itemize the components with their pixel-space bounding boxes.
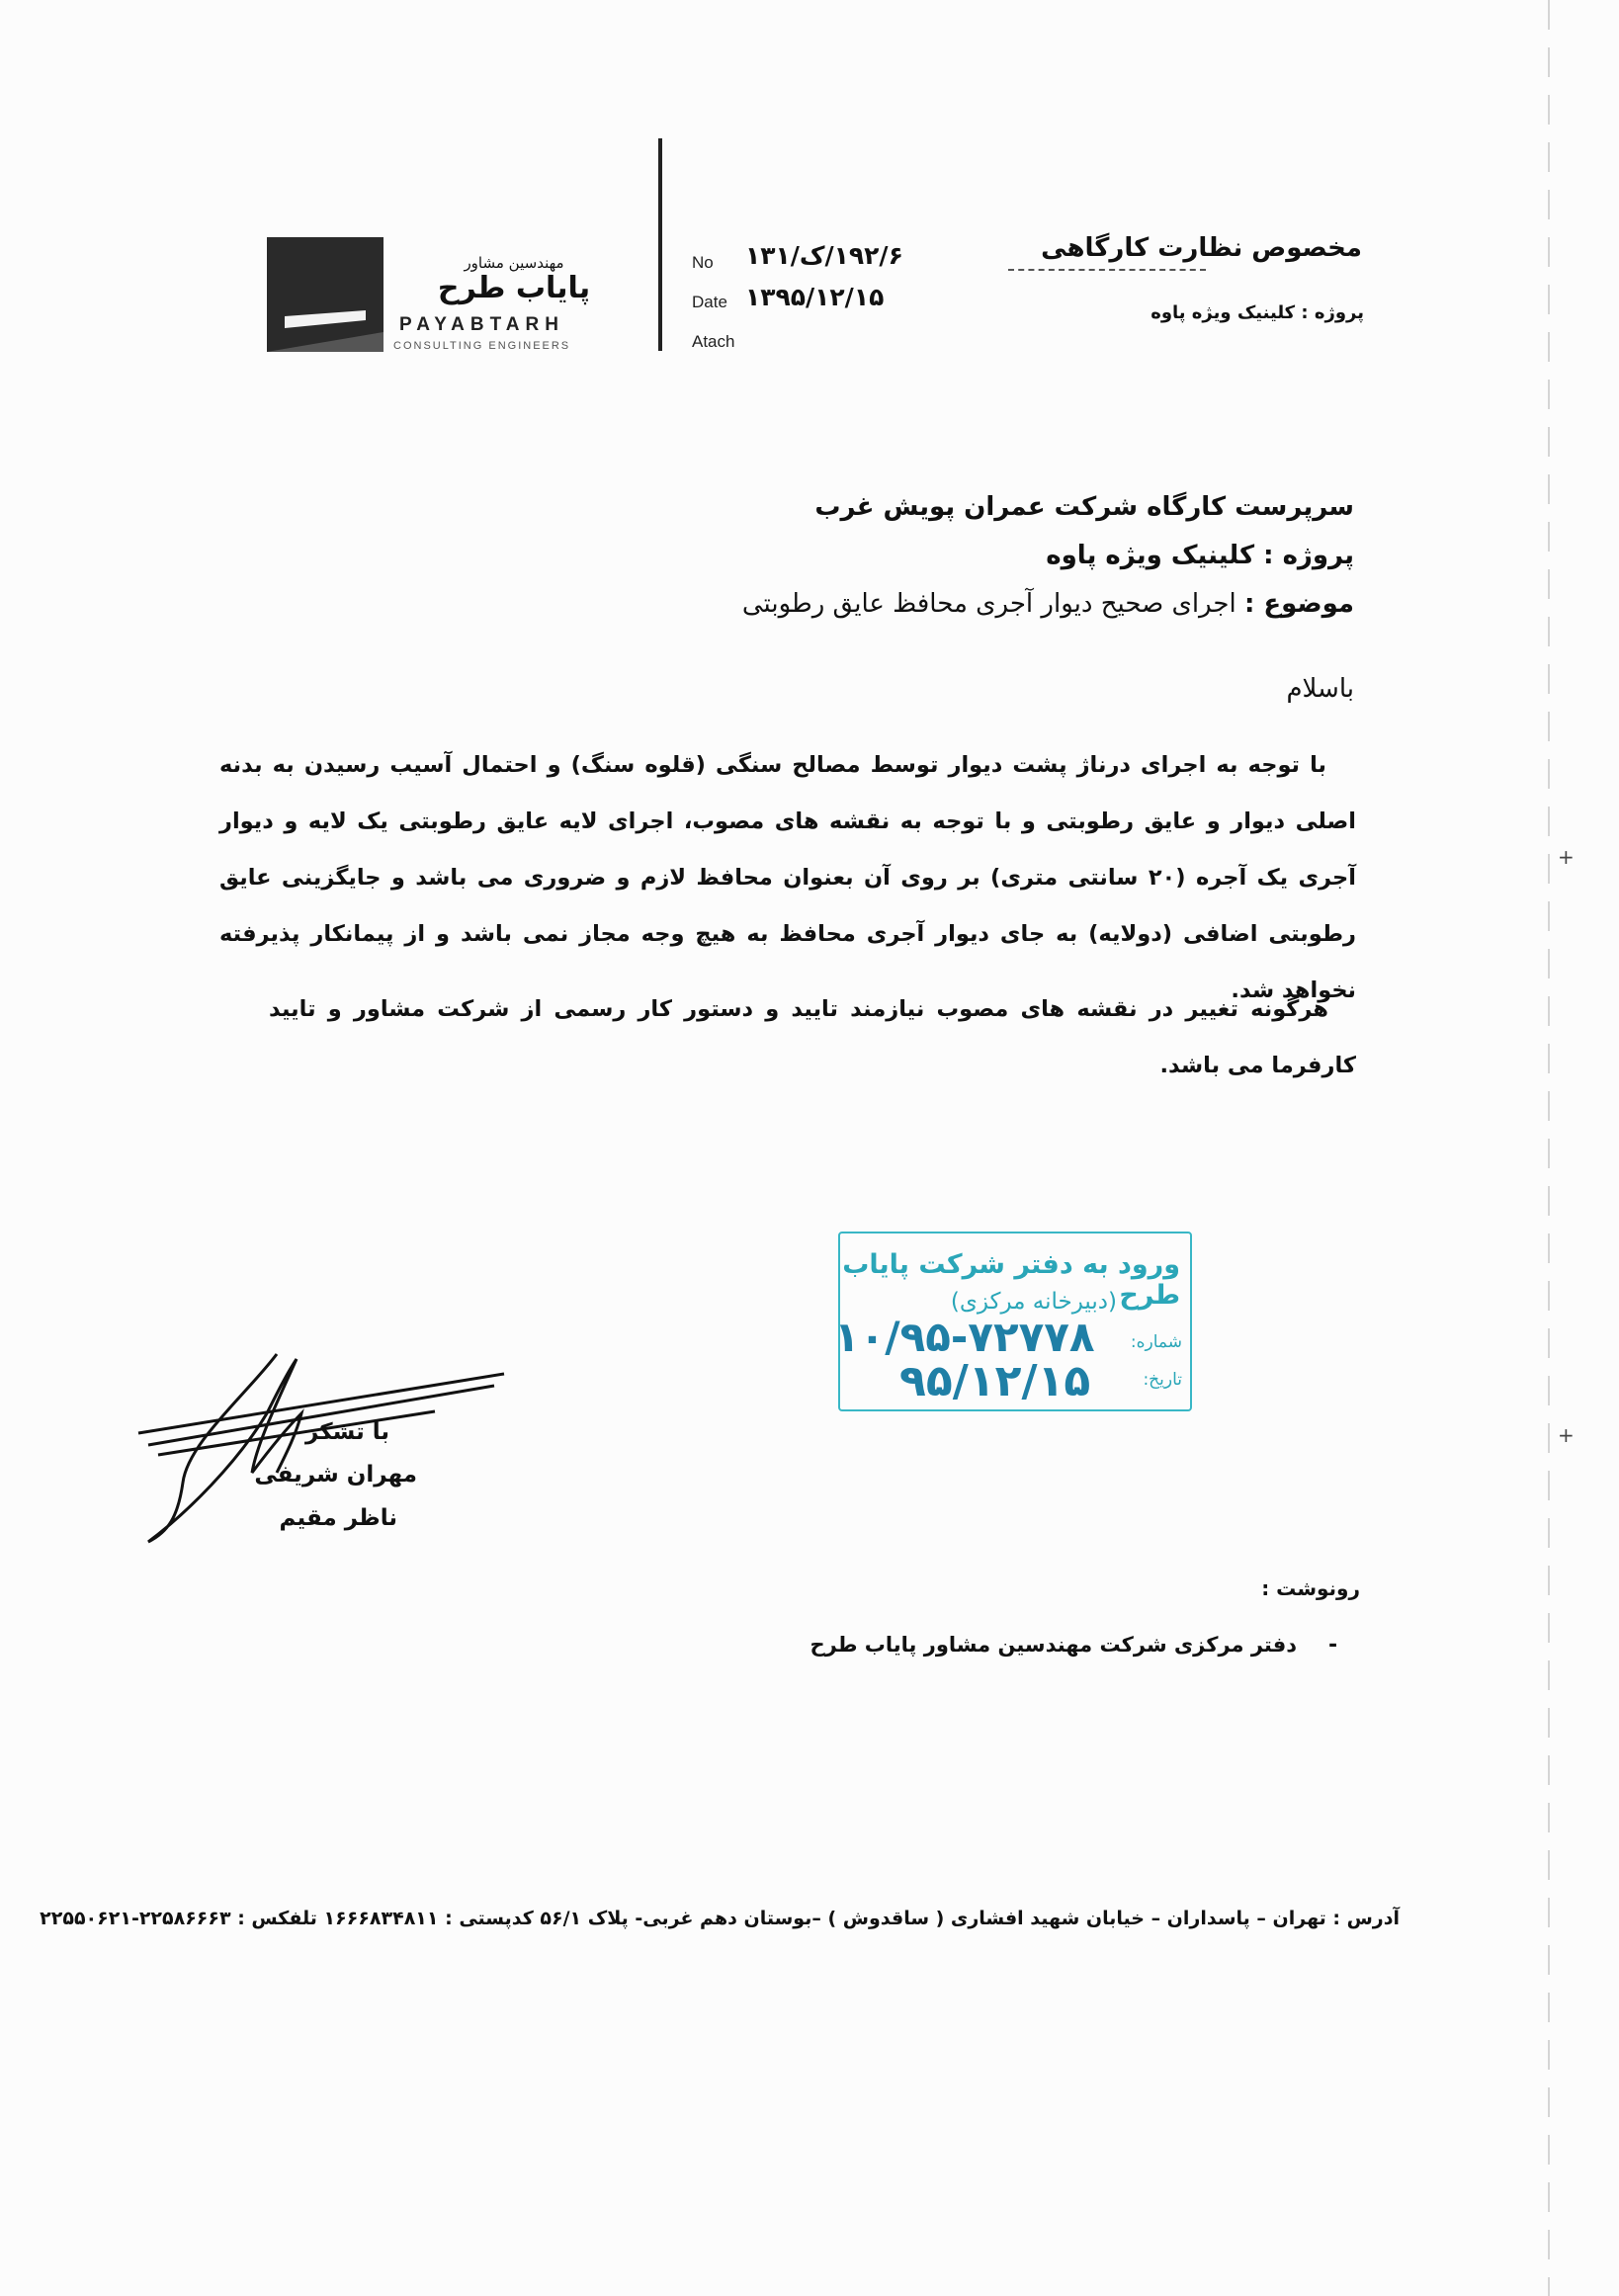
scan-edge-line [1548,0,1550,2296]
stamp-subtitle: (دبیرخانه مرکزی) [950,1289,1117,1315]
received-stamp [834,1232,1192,1411]
stamp-number-label: شماره: [1130,1332,1182,1352]
letter-date: ۱۳۹۵/۱۲/۱۵ [745,283,885,311]
subject-text: اجرای صحیح دیوار آجری محافظ عایق رطوبتی [741,589,1236,619]
number-label: No [692,253,714,272]
logo-name-english: PAYABTARH [399,314,564,335]
date-label: Date [692,293,727,311]
body-paragraph: هرگونه تغییر در نقشه های مصوب نیازمند تایید و دستور کار رسمی از شرکت مشاور و تایید کارفرما می باشد. [269,996,1356,1078]
signature-closing: با تشکر [304,1419,389,1445]
attach-label: Atach [692,332,735,351]
margin-tick-mark: + [1558,845,1575,869]
company-logo-icon [267,237,383,352]
subject-label: موضوع : [1243,589,1354,619]
body-paragraph: با توجه به اجرای درناژ پشت دیوار توسط مصالح سنگی (قلوه سنگ) و احتمال آسیب رسیدن به بدنه اصلی دیوار و عایق رطوبتی و با توجه به نقشه های مصوب، اجرای لایه عایق رطوبتی یک لایه و دیوار آجری یک آجره (۲۰ سانتی متری) بر روی آن بعنوان محافظ لازم و ضروری می باشد و جایگزینی عایق رطوبتی اضافی (دولایه) به جای دیوار آجری محافظ به هیچ وجه مجاز نمی باشد و از پیمانکار پذیرفته نخواهد شد. [219,752,1356,1003]
cc-label: رونوشت : [1261,1576,1360,1600]
greeting: باسلام [1286,674,1354,704]
special-underline [1008,269,1206,271]
header-project: پروژه : کلینیک ویژه پاوه [1150,302,1364,323]
special-heading: مخصوص نظارت کارگاهی [1041,233,1362,263]
header-divider [658,138,662,351]
stamp-number: ۱۰/۹۵-۷۲۷۷۸ [834,1313,1095,1361]
margin-tick-mark: + [1558,1423,1575,1447]
stamp-title: ورود به دفتر شرکت پایاب طرح [842,1249,1180,1311]
project-line: پروژه : کلینیک ویژه پاوه [1046,541,1354,570]
signatory-name: مهران شریفی [254,1462,417,1488]
cc-bullet: - [1328,1633,1338,1658]
footer-address: آدرس : تهران – پاسداران – خیابان شهید افشاری ( ساقدوش ) –بوستان دهم غربی- پلاک ۵۶/۱ کدپستی : ۱۶۶۶۸۳۴۸۱۱ تلفکس : ۲۲۵۸۶۶۶۳-۲۲۵۵۰۶۲۱ [40,1908,1400,1929]
subject-line [742,589,1354,619]
logo-subtitle: مهندسین مشاور [464,254,564,272]
letter-number: ۱۹۲/۶/ک/۱۳۱ [745,241,903,270]
stamp-date: ۹۵/۱۲/۱۵ [899,1356,1091,1406]
recipient: سرپرست کارگاه شرکت عمران پویش غرب [814,492,1354,522]
stamp-date-label: تاریخ: [1143,1370,1182,1390]
cc-recipient: دفتر مرکزی شرکت مهندسین مشاور پایاب طرح [810,1633,1297,1657]
logo-subtitle-english: CONSULTING ENGINEERS [393,340,571,352]
signatory-title: ناظر مقیم [279,1505,397,1531]
logo-name-persian: پایاب طرح [437,271,591,305]
